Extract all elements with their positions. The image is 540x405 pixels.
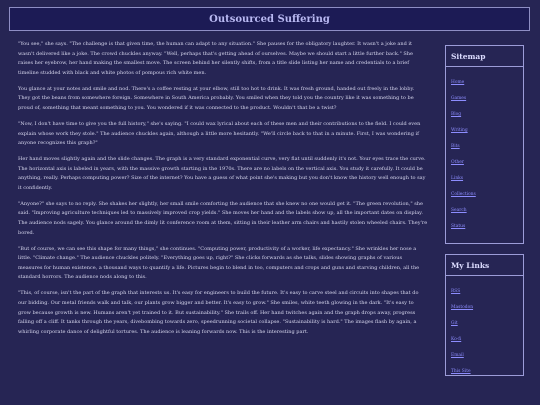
page-title: Outsourced Suffering (209, 13, 330, 25)
article-paragraph: "This, of course, isn't the part of the graph that interests us. It's easy for engineers to build the future. It's easy to carve steel and circuits into shapes that do our bidding. Our metal friends walk and talk, our plants grow bigger and better. It's easy to grow." She smiles, white teeth glowing in the dark. "It's easy to grow because growth is new. Humans aren't yet trained to it. But sustainability." She trails off. Her hand twitches again and the graph drops away, progress falling off a cliff. It tanks through the years, divebombing towards zero, speedrunning societal collapse. "Sustainability is hard." The images flash by again, a whirling corporate dance of delightful tortures. The audience is leaning forwards now. This is the interesting part. (18, 290, 419, 335)
sitemap-link-home[interactable]: Home (451, 80, 465, 85)
sitemap-item (451, 71, 523, 87)
sitemap-item (451, 215, 523, 231)
article-paragraph: "You see," she says. "The challenge is that given time, the human can adapt to any situation." She pauses for the obligatory laughter. It wasn't a joke and it wasn't delivered like a joke. The crowd chuckles anyway. "Well, perhaps that's getting ahead of ourselves. Maybe we should start a little further back." She raises her eyebrow, her hand making the smallest move. The screen behind her silently shifts, from a title slide listing her name and credentials to a brief timeline studded with black and white photos of pompous rich white men. (18, 41, 413, 76)
my-links-kofi[interactable]: Ko-fi (451, 337, 462, 342)
sitemap-link-links[interactable]: Links (451, 176, 464, 181)
sitemap-item (451, 103, 523, 119)
my-links-rss[interactable]: RSS (451, 289, 461, 294)
my-links-item (451, 360, 523, 376)
my-links-item (451, 312, 523, 328)
my-links-this-site[interactable]: This Site (451, 369, 471, 374)
my-links-panel (445, 254, 524, 376)
my-links-item (451, 296, 523, 312)
sitemap-title: Sitemap (446, 46, 523, 67)
article-paragraph: "Now, I don't have time to give you the full history," she's saying. "I could wax lyrical about each of these men and their contributions to the field. I could even explain whose work they stole." The audience chuckles again, although a little more hesitantly. "We'll circle back to that in a minute. First, I was wondering if anyone recognizes this graph?" (18, 120, 421, 147)
my-links-item (451, 344, 523, 360)
my-links-title: My Links (446, 255, 523, 276)
sitemap-link-other[interactable]: Other (451, 160, 464, 165)
page-header (9, 7, 530, 31)
my-links-email[interactable]: Email (451, 353, 464, 358)
my-links-list (446, 276, 523, 378)
sitemap-item (451, 87, 523, 103)
sitemap-list (446, 67, 523, 233)
article-paragraph: You glance at your notes and smile and nod. There's a coffee resting at your elbow, still too hot to drink. It was fresh ground, handed out freely in the lobby. They got the beans from somewhere foreign. Somewhere in South America probably. You smiled when they told you the country like it was something to be proud of, something that meant something to you. You wondered if it was connected to the product. Wouldn't that be a twist? (18, 85, 415, 111)
sitemap-link-blog[interactable]: Blog (451, 112, 462, 117)
sitemap-link-bits[interactable]: Bits (451, 144, 460, 149)
sitemap-item (451, 135, 523, 151)
article-paragraph: "Anyone?" she says to no reply. She shakes her slightly, her small smile comforting the audience that she knew no one would get it. "The green revolution," she said. "Improving agriculture techniques led to massively improved crop yields." She moves her hand and the labels show up, all the important dates on display. The audience nods sagely. You glance around the dimly lit conference room at them, sitting in their leather arm chairs and hastily stolen wheeled chairs. They're bored. (18, 200, 428, 236)
sitemap-item (451, 119, 523, 135)
sitemap-panel (445, 45, 524, 244)
my-links-mastodon[interactable]: Mastodon (451, 305, 474, 310)
sitemap-item (451, 151, 523, 167)
article-body (9, 40, 437, 405)
sitemap-link-games[interactable]: Games (451, 96, 467, 101)
sitemap-link-collections[interactable]: Collections (451, 192, 476, 197)
my-links-git[interactable]: Git (451, 321, 458, 326)
sitemap-link-search[interactable]: Search (451, 208, 467, 213)
article-paragraph: Her hand moves slightly again and the slide changes. The graph is a very standard exponential curve, very flat until suddenly it's not. Your eyes trace the curve. The horizontal axis is labeled in years, with the massive growth starting in the 1970s. There are no labels on the vertical axis. You study it carefully. It could be anything, really. Perhaps computing power? Size of the internet? You have a guess of what point she's making but you don't know the history well enough to say it confidently. (18, 156, 426, 191)
sitemap-item (451, 199, 523, 215)
sitemap-link-status[interactable]: Status (451, 224, 466, 229)
my-links-item (451, 280, 523, 296)
sitemap-item (451, 183, 523, 199)
sitemap-item (451, 167, 523, 183)
sitemap-link-writing[interactable]: Writing (451, 128, 468, 133)
article-paragraph: "But of course, we can see this shape for many things," she continues. "Computing power, productivity of a worker, life expectancy." She wrinkles her nose a little. "Climate change." The audience chuckles politely. "Everything goes up, right?" She clicks forwards as she talks, slides showing graphs of various measures for human existence, a thousand ways to quantify a life. Pictures begin to blend in too, computers and crops and guns and starving children, all the standard horrors. The audience nods along to this. (18, 245, 420, 281)
my-links-item (451, 328, 523, 344)
